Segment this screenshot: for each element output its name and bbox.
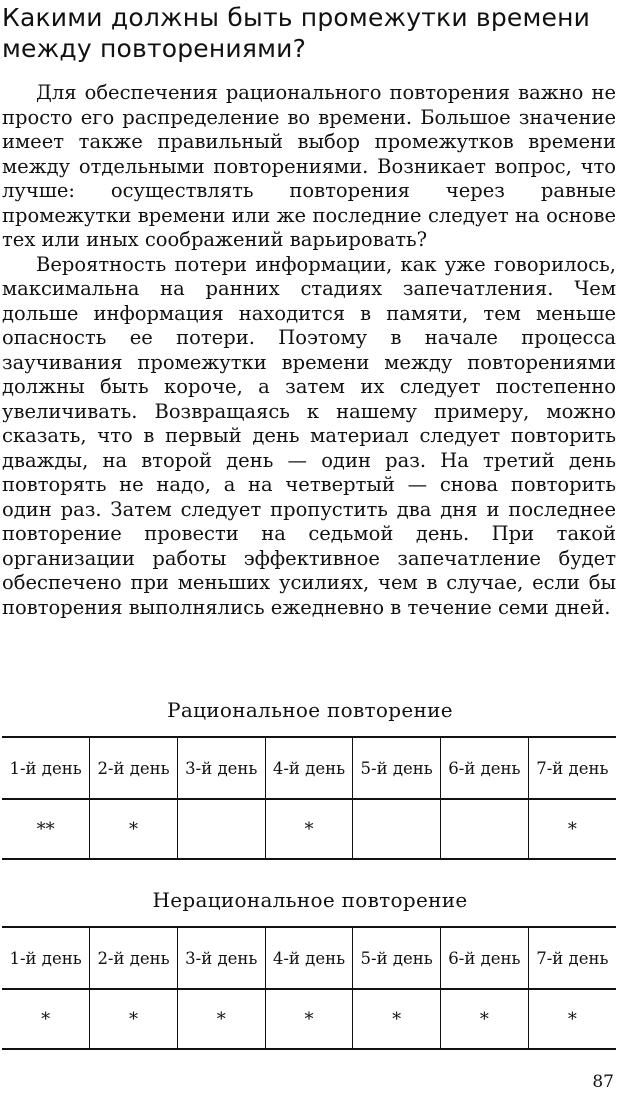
table-row bbox=[2, 799, 616, 859]
rational-table-caption: Рациональное повторение bbox=[167, 698, 453, 722]
repetition-mark: * bbox=[90, 799, 178, 859]
day-header: 3-й день bbox=[177, 927, 265, 989]
day-header: 3-й день bbox=[177, 737, 265, 799]
day-header: 1-й день bbox=[9, 948, 82, 968]
irrational-table-caption: Нерациональное повторение bbox=[152, 888, 468, 912]
paragraph-2: Вероятность потери информации, как уже говорилось, максимальна на ранних стадиях запечатления. Чем дольше информация находится в памяти, тем меньше опасность ее потери. Поэтому в начале процесса заучивания промежутки времени между повторениями должны быть короче, а затем их следует постепенно увеличивать. Возвращаясь к нашему примеру, можно сказать, что в первый день материал следует повторить дважды, на второй день — один раз. На третий день повторять не надо, а на четвертый — снова повторить один раз. Затем следует пропустить два дня и последнее повторение провести на седьмой день. При такой организации работы эффективное запечатление будет обеспечено при меньших усилиях, чем в случае, если бы повторения выполнялись ежедневно в течение семи дней. bbox=[2, 252, 616, 619]
repetition-mark bbox=[353, 799, 441, 859]
repetition-mark: * bbox=[441, 989, 529, 1049]
repetition-mark bbox=[441, 799, 529, 859]
table-header-row bbox=[2, 737, 616, 799]
repetition-mark: * bbox=[177, 989, 265, 1049]
day-header: 5-й день bbox=[353, 737, 441, 799]
body-text bbox=[2, 81, 616, 620]
irrational-repetition-table bbox=[2, 926, 616, 1050]
day-header: 7-й день bbox=[528, 927, 616, 989]
day-header: 5-й день bbox=[353, 927, 441, 989]
rational-repetition-table bbox=[2, 736, 616, 860]
day-header: 1-й день bbox=[9, 758, 82, 778]
repetition-mark: * bbox=[353, 989, 441, 1049]
repetition-mark bbox=[177, 799, 265, 859]
repetition-mark: * bbox=[265, 799, 353, 859]
day-header: 2-й день bbox=[90, 927, 178, 989]
table-row bbox=[2, 989, 616, 1049]
day-header: 6-й день bbox=[441, 927, 529, 989]
table-header-row bbox=[2, 927, 616, 989]
day-header: 7-й день bbox=[528, 737, 616, 799]
section-heading: Какими должны быть промежутки времени между повторениями? bbox=[2, 3, 591, 63]
paragraph-1: Для обеспечения рационального повторения важно не просто его распределение во времени. Большое значение имеет также правильный выбор промежутков времени между отдельными повторениями. Возникает вопрос, что лучше: осуществлять повторения через равные промежутки времени или же последние следует на основе тех или иных соображений варьировать? bbox=[2, 81, 616, 251]
repetition-mark: * bbox=[528, 989, 616, 1049]
repetition-mark: * bbox=[265, 989, 353, 1049]
repetition-mark: * bbox=[41, 1008, 51, 1030]
day-header: 4-й день bbox=[265, 737, 353, 799]
page-number: 87 bbox=[592, 1072, 614, 1092]
day-header: 6-й день bbox=[441, 737, 529, 799]
day-header: 2-й день bbox=[90, 737, 178, 799]
repetition-mark: * bbox=[90, 989, 178, 1049]
repetition-mark: * bbox=[528, 799, 616, 859]
repetition-mark: ** bbox=[36, 818, 55, 840]
day-header: 4-й день bbox=[265, 927, 353, 989]
